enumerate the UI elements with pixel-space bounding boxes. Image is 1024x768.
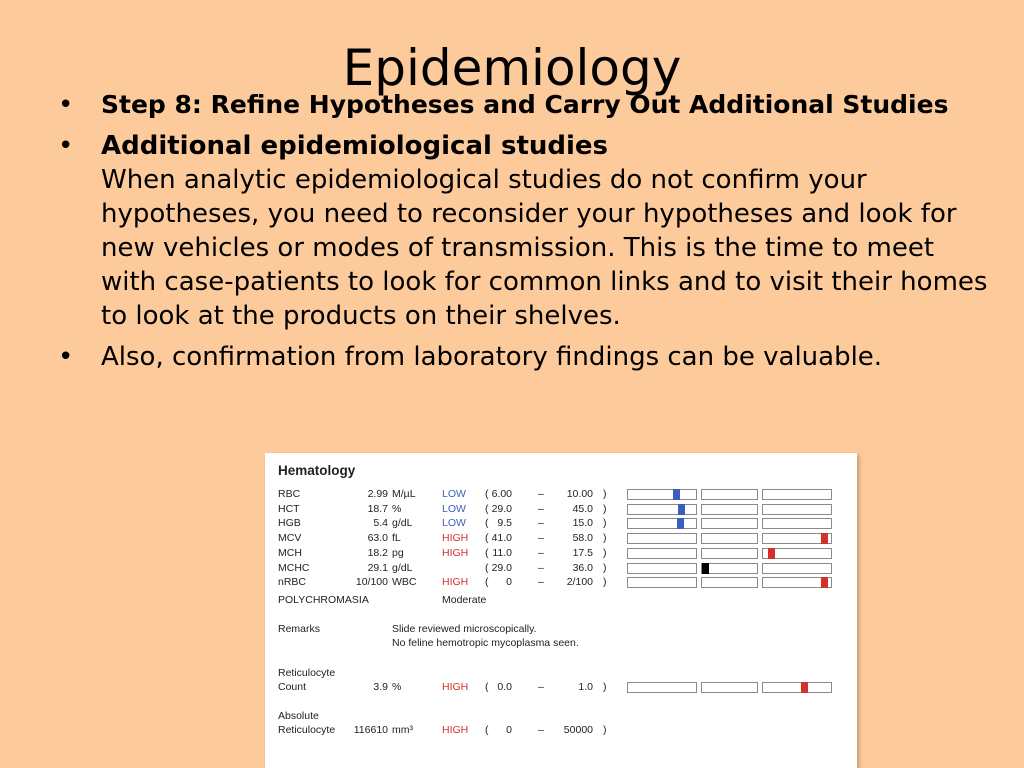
absolute-reticulocyte-unit: mm³: [392, 724, 413, 736]
absolute-reticulocyte-flag: HIGH: [442, 724, 469, 736]
lab-test-unit: M/µL: [392, 488, 416, 500]
lab-test-value: 63.0: [367, 532, 388, 545]
bullet-marker: •: [58, 342, 74, 372]
range-dash: –: [538, 488, 544, 500]
lab-row-mchc: [265, 562, 857, 576]
reticulocyte-flag: HIGH: [442, 681, 469, 693]
bullet-closing: [58, 340, 988, 374]
bullet-step-heading: [58, 88, 988, 122]
lab-test-flag: LOW: [442, 517, 466, 530]
close-paren: ): [603, 488, 607, 500]
lab-test-name: HCT: [278, 502, 300, 515]
lab-test-name: MCHC: [278, 561, 310, 574]
lab-test-value: 29.1: [367, 561, 388, 574]
reticulocyte-value: 3.9: [373, 681, 388, 693]
lab-test-flag: LOW: [442, 502, 466, 515]
absolute-range-high: 50000: [563, 724, 593, 736]
close-paren: ): [603, 576, 607, 589]
range-segment-low: [627, 682, 697, 693]
lab-level-marker: [678, 504, 685, 515]
bullet-marker: •: [58, 131, 74, 161]
lab-range-bar: [627, 533, 832, 544]
range-segment-normal: [701, 504, 758, 515]
range-dash: –: [538, 502, 544, 515]
lab-row-nrbc: [265, 576, 857, 590]
lab-range-high: 10.00: [566, 488, 593, 500]
range-segment-low: [627, 518, 697, 529]
remarks-line-2: No feline hemotropic mycoplasma seen.: [392, 637, 579, 649]
range-dash: –: [538, 561, 544, 574]
open-paren: (: [485, 517, 489, 530]
lab-range-bar: [627, 489, 832, 500]
lab-range-high: 17.5: [572, 546, 593, 559]
lab-range-low: 29.0: [491, 502, 512, 515]
absolute-reticulocyte-value: 116610: [353, 724, 388, 736]
lab-row-mcv: [265, 532, 857, 546]
lab-test-flag: HIGH: [442, 532, 469, 545]
polychromasia-label: POLYCHROMASIA: [278, 594, 369, 606]
range-segment-high: [762, 563, 832, 574]
range-dash: –: [538, 576, 544, 589]
lab-level-marker: [673, 489, 680, 500]
range-segment-normal: [701, 533, 758, 544]
lab-range-low: 29.0: [491, 561, 512, 574]
absolute-label: Absolute: [278, 710, 319, 722]
close-paren: ): [603, 546, 607, 559]
range-segment-normal: [701, 682, 758, 693]
lab-test-value: 5.4: [373, 517, 388, 530]
lab-range-bar: [627, 577, 832, 588]
open-paren: (: [485, 546, 489, 559]
close-paren: ): [603, 561, 607, 574]
lab-range-high: 15.0: [572, 517, 593, 530]
step-heading: Step 8: Refine Hypotheses and Carry Out Additional Studies: [101, 90, 949, 119]
open-paren: (: [485, 561, 489, 574]
range-segment-low: [627, 504, 697, 515]
lab-test-value: 2.99: [367, 488, 388, 500]
lab-test-unit: pg: [392, 546, 404, 559]
reticulocyte-label: Reticulocyte: [278, 667, 336, 679]
range-segment-low: [627, 563, 697, 574]
range-segment-normal: [701, 489, 758, 500]
lab-level-marker: [677, 518, 684, 529]
close-paren: ): [603, 724, 607, 736]
lab-level-marker: [768, 548, 775, 559]
bullet-section: [58, 129, 988, 333]
close-paren: ): [603, 681, 607, 693]
reticulocyte-range-high: 1.0: [578, 681, 593, 693]
lab-level-marker: [702, 563, 709, 574]
lab-range-low: 9.5: [497, 517, 512, 530]
open-paren: (: [485, 681, 489, 693]
polychromasia-row: [265, 594, 857, 608]
lab-test-flag: LOW: [442, 488, 466, 500]
lab-row-hgb: [265, 517, 857, 531]
range-segment-high: [762, 504, 832, 515]
lab-test-name: HGB: [278, 517, 301, 530]
lab-range-bar: [627, 518, 832, 529]
close-paren: ): [603, 532, 607, 545]
range-segment-normal: [701, 577, 758, 588]
bullet-marker: •: [58, 90, 74, 120]
open-paren: (: [485, 502, 489, 515]
lab-range-high: 58.0: [572, 532, 593, 545]
lab-test-unit: %: [392, 502, 402, 515]
lab-range-bar: [627, 504, 832, 515]
hematology-title: Hematology: [278, 463, 356, 478]
lab-range-bar: [627, 548, 832, 559]
open-paren: (: [485, 488, 489, 500]
lab-test-name: MCV: [278, 532, 302, 545]
range-segment-low: [627, 533, 697, 544]
range-segment-high: [762, 518, 832, 529]
hematology-report-image: [265, 453, 857, 768]
lab-row-mch: [265, 547, 857, 561]
lab-test-name: MCH: [278, 546, 302, 559]
range-segment-normal: [701, 563, 758, 574]
closing-point: Also, confirmation from laboratory findings can be valuable.: [101, 342, 883, 372]
lab-level-marker: [821, 533, 828, 544]
lab-range-low: 0: [506, 576, 512, 589]
range-dash: –: [538, 546, 544, 559]
lab-test-name: RBC: [278, 488, 301, 500]
range-segment-high: [762, 489, 832, 500]
lab-level-marker: [821, 577, 828, 588]
remarks-label: Remarks: [278, 623, 321, 635]
slide-title: Epidemiology: [342, 39, 682, 97]
reticulocyte-count-label: Count: [278, 681, 307, 693]
lab-range-high: 45.0: [572, 502, 593, 515]
absolute-reticulocyte-row: [265, 724, 857, 738]
section-body: When analytic epidemiological studies do not confirm your hypotheses, you need to reconsider your hypotheses and look for new vehicles or modes of transmission. This is the time to meet with case-patients to look for common links and to visit their homes to look at the products on their shelves.: [101, 165, 988, 331]
reticulocyte-range-bar: [627, 682, 832, 693]
range-segment-low: [627, 489, 697, 500]
lab-test-flag: HIGH: [442, 546, 469, 559]
lab-range-low: 11.0: [492, 546, 512, 559]
polychromasia-result: Moderate: [442, 594, 487, 606]
lab-range-low: 41.0: [491, 532, 512, 545]
range-segment-normal: [701, 518, 758, 529]
lab-range-bar: [627, 563, 832, 574]
lab-test-value: 10/100: [355, 576, 388, 589]
open-paren: (: [485, 532, 489, 545]
absolute-range-low: 0: [506, 724, 512, 736]
lab-test-value: 18.7: [367, 502, 388, 515]
lab-range-high: 2/100: [566, 576, 593, 589]
lab-test-value: 18.2: [367, 546, 388, 559]
close-paren: ): [603, 517, 607, 530]
reticulocyte-range-low: 0.0: [497, 681, 512, 693]
range-segment-high: [762, 682, 832, 693]
range-segment-low: [627, 548, 697, 559]
lab-test-unit: g/dL: [392, 517, 413, 530]
range-dash: –: [538, 517, 544, 530]
remarks-line-1: Slide reviewed microscopically.: [392, 623, 537, 635]
reticulocyte-unit: %: [392, 681, 402, 693]
absolute-reticulocyte-label: Reticulocyte: [278, 724, 336, 736]
range-segment-normal: [701, 548, 758, 559]
reticulocyte-level-marker: [801, 682, 808, 693]
range-dash: –: [538, 681, 544, 693]
bullet-list: [58, 88, 988, 381]
lab-range-high: 36.0: [572, 561, 593, 574]
open-paren: (: [485, 724, 489, 736]
open-paren: (: [485, 576, 489, 589]
range-segment-low: [627, 577, 697, 588]
lab-row-hct: [265, 503, 857, 517]
lab-test-unit: WBC: [392, 576, 417, 589]
lab-test-name: nRBC: [278, 576, 307, 589]
range-dash: –: [538, 724, 544, 736]
lab-test-unit: fL: [392, 532, 401, 545]
lab-test-flag: HIGH: [442, 576, 469, 589]
range-dash: –: [538, 532, 544, 545]
lab-test-unit: g/dL: [392, 561, 413, 574]
close-paren: ): [603, 502, 607, 515]
section-heading: Additional epidemiological studies: [101, 131, 609, 161]
lab-row-rbc: [265, 488, 857, 502]
reticulocyte-row: [265, 681, 857, 695]
lab-range-low: 6.00: [491, 488, 512, 500]
